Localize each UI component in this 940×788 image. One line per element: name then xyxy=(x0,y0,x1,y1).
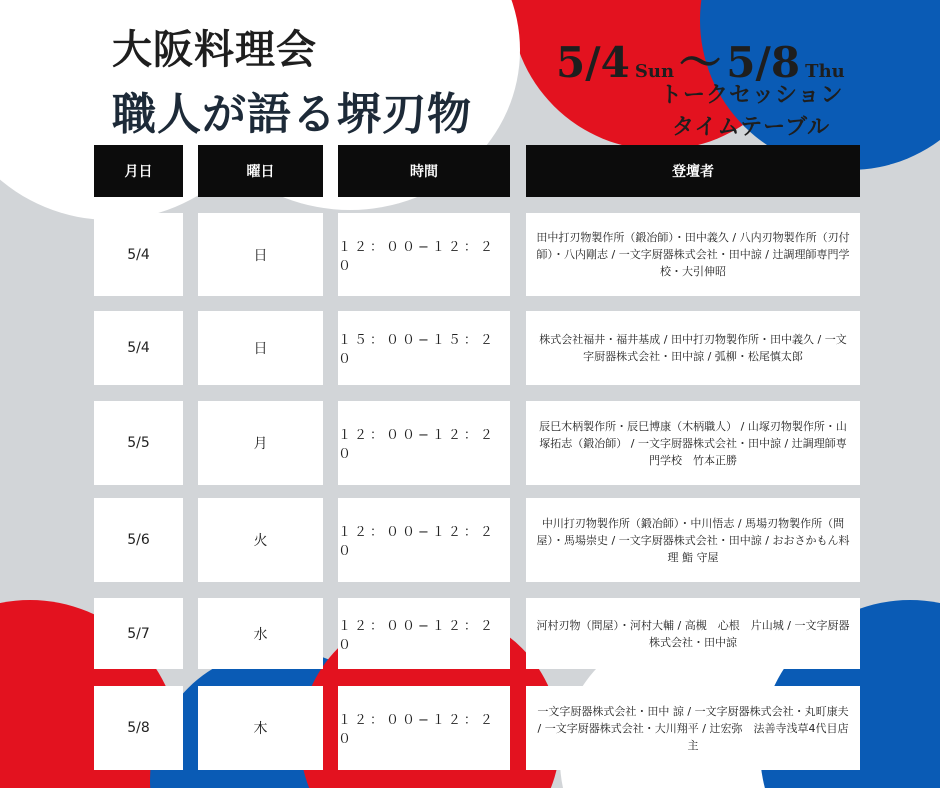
title-line-2: 職人が語る堺刃物 xyxy=(112,89,472,140)
row-5-weekday: 水 xyxy=(198,598,323,669)
row-1-date: 5/4 xyxy=(94,213,183,296)
row-4-weekday: 火 xyxy=(198,498,323,582)
row-2-date: 5/4 xyxy=(94,311,183,385)
row-3-speakers: 辰巳木柄製作所・辰巳博康（木柄職人） / 山塚刃物製作所・山塚拓志（鍛冶師） / 一文字厨器株式会社・田中諒 / 辻調理師専門学校 竹本正勝 xyxy=(526,401,860,485)
event-subtitle: タイムテーブル xyxy=(672,114,831,140)
row-3-time: １２：００−１２：２０ xyxy=(338,401,510,485)
date-separator: ～ xyxy=(679,38,722,87)
row-6-date: 5/8 xyxy=(94,686,183,770)
date-end-day: Thu xyxy=(805,61,845,82)
row-2-weekday: 日 xyxy=(198,311,323,385)
date-end: 5/8 xyxy=(726,38,801,87)
date-start-day: Sun xyxy=(634,61,675,82)
column-header-time: 時間 xyxy=(338,145,510,197)
row-4-time: １２：００−１２：２０ xyxy=(338,498,510,582)
row-5-speakers: 河村刃物（問屋）・河村大輔 / 高槻 心根 片山城 / 一文字厨器株式会社・田中諒 xyxy=(526,598,860,669)
row-1-speakers: 田中打刃物製作所（鍛冶師）・田中義久 / 八内刃物製作所（刃付師）・八内剛志 / 一文字厨器株式会社・田中諒 / 辻調理師専門学校・大引伸昭 xyxy=(526,213,860,296)
row-4-speakers: 中川打刃物製作所（鍛冶師）・中川悟志 / 馬場刃物製作所（問屋）・馬場崇史 / 一文字厨器株式会社・田中諒 / おおさかもん料理 鮨 守屋 xyxy=(526,498,860,582)
row-2-speakers: 株式会社福井・福井基成 / 田中打刃物製作所・田中義久 / 一文字厨器株式会社・田中諒 / 弧柳・松尾慎太郎 xyxy=(526,311,860,385)
row-4-date: 5/6 xyxy=(94,498,183,582)
row-5-date: 5/7 xyxy=(94,598,183,669)
row-3-weekday: 月 xyxy=(198,401,323,485)
row-3-date: 5/5 xyxy=(94,401,183,485)
row-6-time: １２：００−１２：２０ xyxy=(338,686,510,770)
title-line-1: 大阪料理会 xyxy=(112,26,317,73)
date-start: 5/4 xyxy=(556,38,630,87)
column-header-weekday: 曜日 xyxy=(198,145,323,197)
row-1-time: １２：００−１２：２０ xyxy=(338,213,510,296)
row-2-time: １５：００−１５：２０ xyxy=(338,311,510,385)
row-6-weekday: 木 xyxy=(198,686,323,770)
column-header-date: 月日 xyxy=(94,145,183,197)
event-name: トークセッション xyxy=(660,82,844,108)
row-5-time: １２：００−１２：２０ xyxy=(338,598,510,669)
row-1-weekday: 日 xyxy=(198,213,323,296)
column-header-speakers: 登壇者 xyxy=(526,145,860,197)
row-6-speakers: 一文字厨器株式会社・田中 諒 / 一文字厨器株式会社・丸町康夫 / 一文字厨器株式会社・大川翔平 / 辻宏弥 法善寺浅草4代目店主 xyxy=(526,686,860,770)
